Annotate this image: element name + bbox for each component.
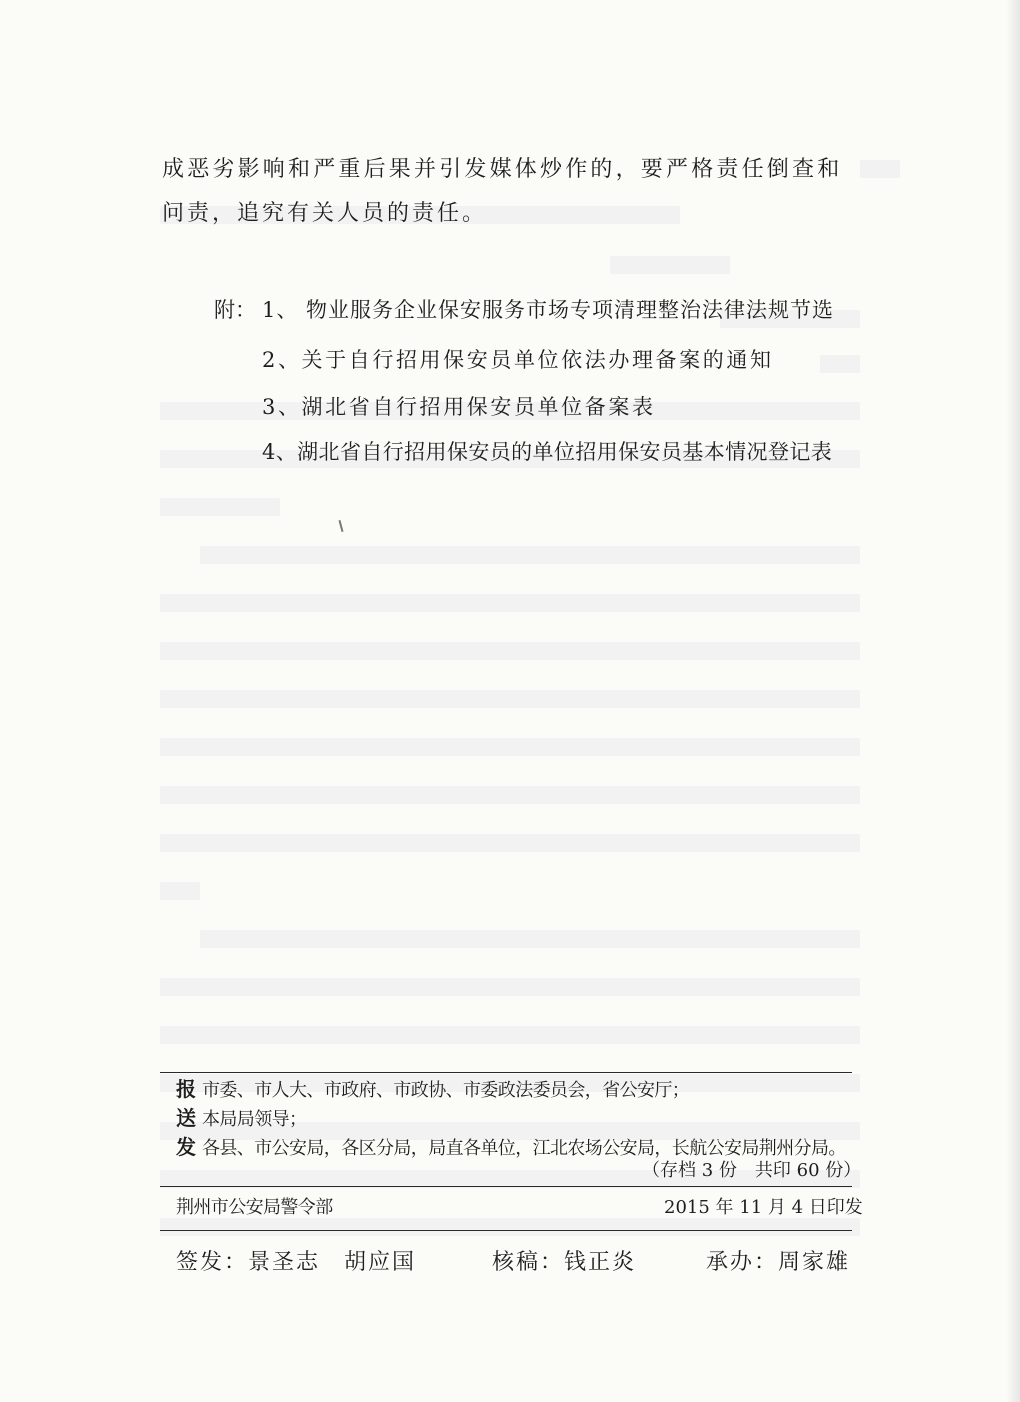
issue-to-key: 发 bbox=[176, 1135, 196, 1159]
attachment-item-2: 2、关于自行招用保安员单位依法办理备案的通知 bbox=[262, 348, 774, 372]
send-to-key: 送 bbox=[176, 1106, 196, 1130]
body-text-line-1: 成恶劣影响和严重后果并引发媒体炒作的，要严格责任倒查和 bbox=[162, 157, 843, 182]
copies-count: （存档 3 份 共印 60 份） bbox=[642, 1160, 862, 1181]
report-to-recipients: 市委、市人大、市政府、市政协、市委政法委员会，省公安厅； bbox=[202, 1080, 690, 1101]
divider-bottom bbox=[160, 1230, 852, 1231]
report-to-key: 报 bbox=[176, 1077, 196, 1101]
issuing-office: 荆州市公安局警令部 bbox=[176, 1197, 333, 1218]
issue-to-recipients: 各县、市公安局，各区分局，局直各单位，江北农场公安局，长航公安局荆州分局。 bbox=[202, 1138, 846, 1159]
divider-middle bbox=[160, 1186, 852, 1187]
attachment-item-3: 3、湖北省自行招用保安员单位备案表 bbox=[262, 395, 656, 419]
issue-date: 2015 年 11 月 4 日印发 bbox=[664, 1197, 863, 1218]
distribution-send-to bbox=[176, 1106, 306, 1132]
distribution-issue-to bbox=[176, 1135, 846, 1161]
stray-mark bbox=[338, 520, 343, 532]
page-edge-shadow bbox=[1006, 0, 1020, 1402]
send-to-recipients: 本局局领导； bbox=[202, 1109, 307, 1130]
divider-top bbox=[160, 1072, 852, 1073]
attachments-prefix: 附： bbox=[214, 298, 256, 322]
signature-issued-by: 签发：景圣志 胡应国 bbox=[176, 1250, 417, 1275]
body-text-line-2: 问责，追究有关人员的责任。 bbox=[162, 201, 488, 226]
attachment-item-4: 4、湖北省自行招用保安员的单位招用保安员基本情况登记表 bbox=[262, 440, 833, 464]
attachment-item-1: 1、 物业服务企业保安服务市场专项清理整治法律法规节选 bbox=[262, 298, 835, 322]
distribution-report-to bbox=[176, 1077, 689, 1103]
signature-handled-by: 承办：周家雄 bbox=[706, 1250, 851, 1275]
signature-reviewed-by: 核稿：钱正炎 bbox=[492, 1250, 637, 1275]
